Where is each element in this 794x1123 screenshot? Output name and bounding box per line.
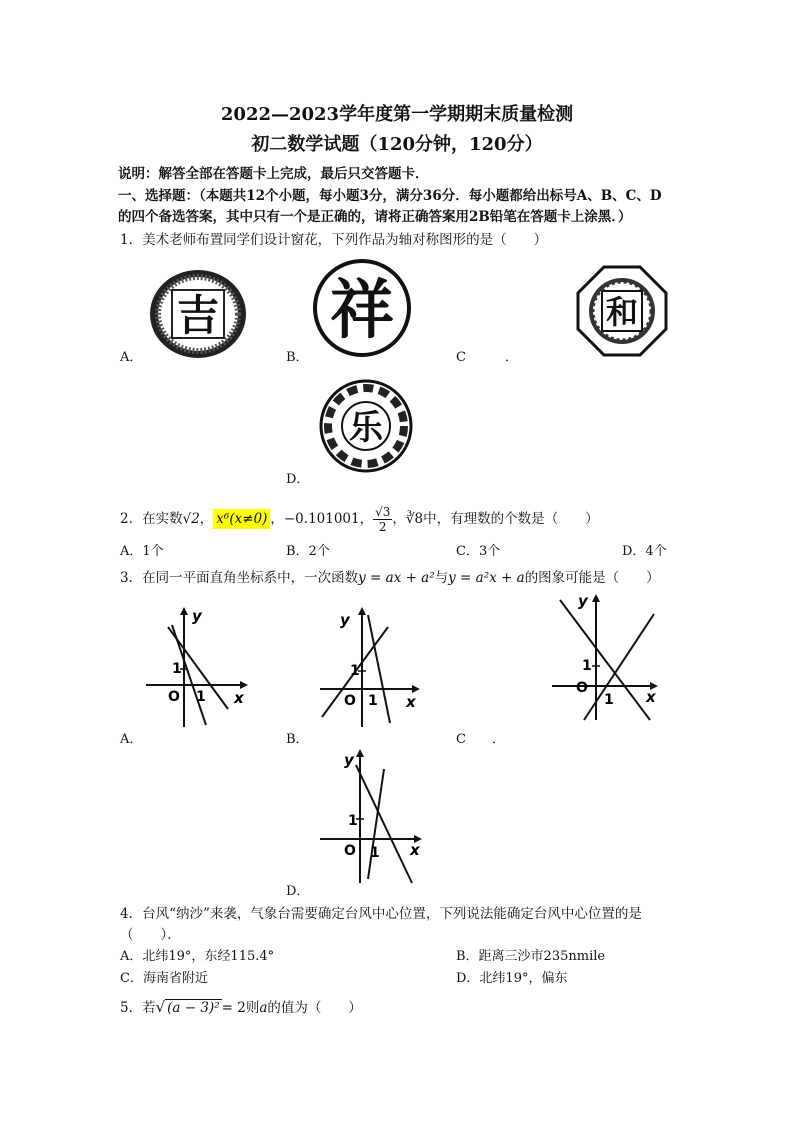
q5-var: a (259, 1000, 268, 1016)
q3c-tick-y1: 1 (582, 658, 592, 674)
exam-subtitle: 初二数学试题（120分钟，120分） (251, 134, 543, 155)
q1-figure-c (576, 265, 668, 357)
q1-label-d: D． (286, 472, 310, 487)
q4-option-d: D．北纬19°，偏东 (456, 971, 568, 986)
q3c-tick-x1: 1 (604, 692, 614, 708)
q1-figure-d (316, 378, 416, 474)
instruction-note: 说明：解答全部在答题卡上完成，最后只交答题卡． (118, 166, 429, 182)
q3d-tick-x1: 1 (370, 845, 380, 861)
q4-option-c: C．海南省附近 (120, 971, 208, 986)
q3c-y-label: y (578, 592, 588, 610)
q2-cbrt: ，∛8中，有理数的个数是（ ） (392, 511, 599, 527)
q3-f2: y = a²x + a (448, 570, 525, 586)
q2-prefix: 2．在实数 (120, 511, 183, 527)
q3b-origin: O (344, 693, 356, 709)
q2-frac-num: √3 (375, 505, 391, 519)
q5-suffix: = 2则 (221, 1000, 260, 1016)
exam-title: 2022—2023学年度第一学期期末质量检测 (220, 104, 574, 125)
q5-end: 的值为（ ） (267, 1000, 362, 1016)
q1-glyph-a: 吉 (176, 291, 220, 340)
q3-label-a: A． (120, 732, 143, 747)
q1-label-b: B． (286, 350, 309, 365)
q3b-tick-x1: 1 (368, 693, 378, 709)
q2-option-a: A．1个 (120, 544, 164, 559)
q3-stem-a: 3．在同一平面直角坐标系中，一次函数 (120, 570, 359, 586)
q3d-x-label: x (410, 841, 420, 859)
q5-prefix: 5．若 (120, 1000, 156, 1016)
q3a-tick-x1: 1 (196, 689, 206, 705)
q1-glyph-b: 祥 (330, 273, 394, 348)
q2-option-c: C．3个 (456, 544, 501, 559)
section-header-line1: 一、选择题：（本题共12个小题，每小题3分，满分36分．每小题都给出标号A、B、C、D (118, 188, 662, 204)
q2-fraction (373, 505, 392, 534)
q1-stem: 1．美术老师布置同学们设计窗花，下列作品为轴对称图形的是（ ） (120, 232, 548, 248)
q3-label-d: D． (286, 884, 310, 899)
q2-highlight: x⁶(x≠0) (213, 509, 270, 529)
q1-label-a: A． (120, 350, 143, 365)
q3d-tick-y1: 1 (348, 813, 358, 829)
q5-line: 5．若√ (a − 3)² = 2则a的值为（ ） (120, 998, 362, 1016)
q3b-y-label: y (340, 611, 350, 629)
q3-graph-b (318, 605, 428, 730)
q2-frac-den: 2 (378, 520, 387, 534)
q3b-x-label: x (406, 693, 416, 711)
q3b-tick-y1: 1 (350, 663, 360, 679)
q1-figure-b (312, 258, 412, 358)
q3-stem-b: 与 (434, 570, 449, 586)
q2-line: 2．在实数√2， x⁶(x≠0) ，−0.101001， $\frac{√3}{2}$ ，∛8中，有理数的个数是（ ） (120, 505, 599, 534)
q1-figure-a (148, 268, 248, 360)
q2-sqrt2: √2 (182, 511, 200, 527)
q2-option-b: B．2个 (286, 544, 330, 559)
q3a-tick-y1: 1 (172, 661, 182, 677)
q3c-origin: O (576, 680, 588, 696)
q3d-y-label: y (344, 751, 354, 769)
q3-label-c: C ． (456, 732, 505, 747)
q1-label-c: C ． (456, 350, 518, 365)
q3d-origin: O (344, 843, 356, 859)
q4-paren: （ ）． (120, 927, 181, 943)
q3a-y-label: y (192, 607, 202, 625)
q2-neg: ，−0.101001， (270, 511, 374, 527)
q3a-origin: O (168, 689, 180, 705)
q4-option-a: A．北纬19°，东经115.4° (120, 949, 275, 964)
section-header-line2: 的四个备选答案，其中只有一个是正确的，请将正确答案用2B铅笔在答题卡上涂黑．） (118, 209, 632, 225)
q3-graph-c (550, 592, 670, 722)
q3-label-b: B． (286, 732, 309, 747)
q1-glyph-d: 乐 (349, 408, 383, 448)
q3a-x-label: x (234, 689, 244, 707)
q5-radicand: (a − 3)² (167, 1000, 220, 1016)
q1-glyph-c: 和 (605, 293, 639, 331)
q3-line (120, 566, 660, 586)
q3-stem-c: 的图象可能是（ ） (524, 570, 660, 586)
q3c-x-label: x (646, 688, 656, 706)
q2-option-d: D．4个 (622, 544, 667, 559)
q3-f1: y = ax + a² (358, 570, 435, 586)
q3-graph-a (144, 605, 254, 730)
q4-option-b: B．距离三沙市235nmile (456, 949, 606, 964)
q4-stem: 4．台风“纳沙”来袭，气象台需要确定台风中心位置，下列说法能确定台风中心位置的是 (120, 906, 642, 922)
q3-graph-d (318, 745, 428, 885)
